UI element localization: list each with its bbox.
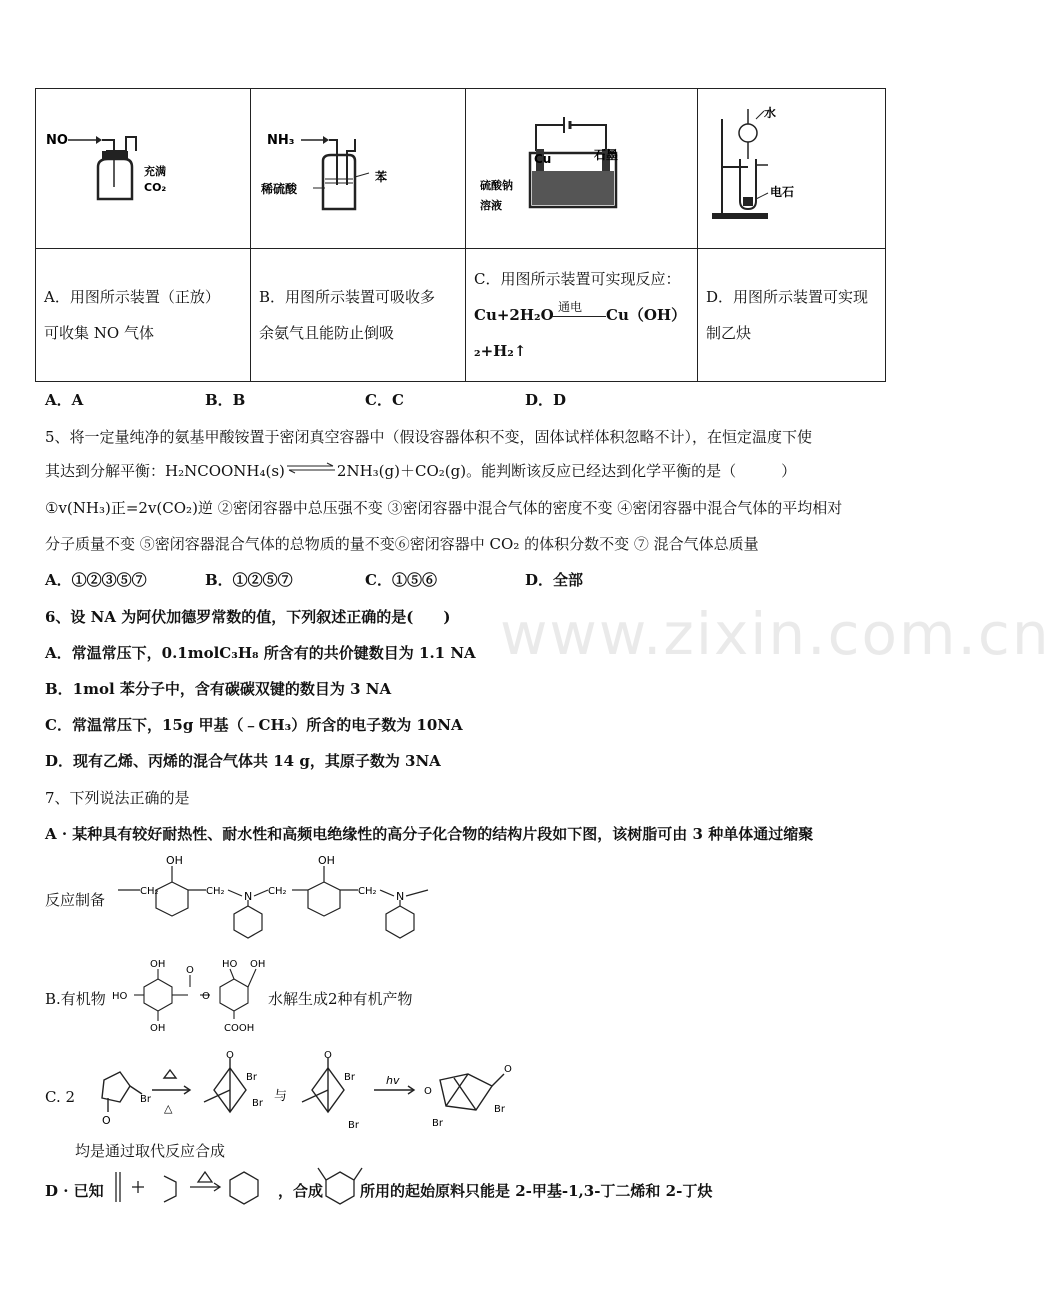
dimer2-br-2: Br [348, 1120, 359, 1131]
q6-option-b[interactable]: B．1mol 苯分子中，含有碳碳双键的数目为 3 NA [45, 680, 392, 698]
gas-collection-apparatus-figure [36, 89, 249, 244]
q6-option-c[interactable]: C．常温常压下，15g 甲基（﹣CH₃）所含的电子数为 10NA [45, 716, 463, 734]
option-d-line1: D．用图所示装置可实现 [706, 288, 869, 306]
option-c-line1: C．用图所示装置可实现反应： [474, 270, 681, 288]
oh-label-1: OH [166, 854, 183, 867]
ester-oh-top: OH [150, 959, 166, 970]
figure-b-cell [251, 89, 466, 249]
co2-label: CO₂ [144, 181, 167, 194]
ester-oh-top-right: OH [250, 959, 266, 970]
ester-carbonyl-o: O [186, 965, 194, 976]
q5-choice-b[interactable]: B．①②⑤⑦ [205, 571, 293, 589]
q7-option-d-text: 所用的起始原料只能是 2-甲基-1,3-丁二烯和 2-丁炔 [360, 1182, 713, 1200]
dimer-br-1: Br [246, 1072, 257, 1083]
q7-option-d-prefix[interactable]: D · 已知 [45, 1182, 104, 1200]
q5-line3: ①v(NH₃)正=2v(CO₂)逆 ②密闭容器中总压强不变 ③密闭容器中混合气体的密度不变 ④密闭容器中混合气体的平均相对 [45, 499, 843, 517]
dimer-o: O [226, 1050, 234, 1061]
dimer-br-2: Br [252, 1098, 263, 1109]
ester-cooh: COOH [224, 1023, 255, 1034]
q7-stem: 7、下列说法正确的是 [45, 789, 190, 807]
figure-d-cell [698, 89, 886, 249]
option-b-line1: B．用图所示装置可吸收多 [259, 288, 436, 306]
electrolysis-cell-figure [466, 89, 696, 244]
q5-line2 [45, 460, 796, 481]
watermark: www.zixin.com.cn [500, 600, 1051, 668]
ch2-label-3: CH₂ [268, 886, 287, 897]
q7-option-b-prefix[interactable]: B.有机物 [45, 990, 106, 1008]
solution-label-2: 溶液 [480, 199, 502, 212]
q4-choice-a[interactable]: A．A [45, 391, 84, 409]
cage-o: O [424, 1086, 432, 1097]
q6-stem: 6、设 NA 为阿伏加德罗常数的值，下列叙述正确的是( ) [45, 608, 451, 626]
q4-choice-b[interactable]: B．B [205, 391, 246, 409]
condition-label: 通电 [558, 300, 583, 314]
dimer2-br-1: Br [344, 1072, 355, 1083]
q5-choice-a[interactable]: A．①②③⑤⑦ [45, 571, 147, 589]
q4-choice-d[interactable]: D．D [525, 391, 567, 409]
option-a-line1: A．用图所示装置（正放） [44, 288, 220, 306]
reaction-arrow [552, 316, 606, 317]
q5-choice-c[interactable]: C．①⑤⑥ [365, 571, 437, 589]
q7-option-a-line2: 反应制备 [45, 891, 106, 909]
q7-option-b-text: 水解生成2种有机产物 [268, 990, 413, 1008]
oh-label-2: OH [318, 854, 335, 867]
option-a-line2: 可收集 NO 气体 [44, 324, 154, 342]
q7-option-c-text: 均是通过取代反应合成 [75, 1142, 226, 1160]
figure-c-cell [466, 89, 698, 249]
ester-ho-top: HO [222, 959, 238, 970]
question-4-table [35, 88, 886, 382]
cage-br-1: Br [494, 1104, 505, 1115]
water-label: 水 [764, 106, 777, 120]
copper-electrode-label: Cu [534, 152, 552, 166]
ammonia-label: NH₃ [267, 133, 295, 148]
option-c-line3: ₂+H₂↑ [474, 342, 527, 360]
cage-o-2: O [504, 1064, 512, 1075]
q4-choice-c[interactable]: C．C [365, 391, 404, 409]
ester-structure [110, 955, 270, 1035]
and-label: 与 [274, 1089, 288, 1104]
ester-bridge-o: O [202, 991, 210, 1002]
q5-line4: 分子质量不变 ⑤密闭容器混合气体的总物质的量不变⑥密闭容器中 CO₂ 的体积分数不变 ⑦ 混合气体总质量 [45, 535, 759, 553]
dimer2-o: O [324, 1050, 332, 1061]
gas-label: NO [46, 133, 68, 148]
option-d-cell [698, 249, 886, 382]
cage-br-2: Br [432, 1118, 443, 1129]
polymer-structure [110, 850, 440, 945]
benzene-label: 苯 [375, 170, 388, 184]
acetylene-generator-figure [698, 89, 884, 244]
ch2-label-4: CH₂ [358, 886, 377, 897]
q5-line2-product: 2NH₃(g)＋CO₂(g)。能判断该反应已经达到化学平衡的是（ ） [336, 462, 797, 480]
ch2-label-2: CH₂ [206, 886, 225, 897]
n-label-1: N [244, 890, 253, 903]
q5-line2-reactant: 其达到分解平衡：H₂NCOONH₄(s) [45, 462, 285, 480]
equilibrium-arrow [285, 459, 337, 477]
light-label: hv [386, 1074, 400, 1087]
option-c-cell [466, 249, 698, 382]
n-label-2: N [396, 890, 405, 903]
reactant-br: Br [140, 1094, 151, 1105]
graphite-label: 石墨 [594, 148, 619, 162]
option-d-line2: 制乙炔 [706, 324, 752, 342]
q6-option-a[interactable]: A．常温常压下，0.1molC₃H₈ 所含有的共价键数目为 1.1 NA [45, 644, 476, 662]
q7-option-d-mid: ，合成 [278, 1182, 324, 1200]
fill-label: 充满 [144, 165, 166, 178]
q7-option-c-prefix[interactable]: C. 2 [45, 1088, 76, 1106]
option-b-line2: 余氨气且能防止倒吸 [259, 324, 395, 342]
equation-left: Cu+2H₂O [474, 306, 554, 324]
ester-ho-left: HO [112, 991, 128, 1002]
q6-option-d[interactable]: D．现有乙烯、丙烯的混合气体共 14 g，其原子数为 3NA [45, 752, 441, 770]
figure-a-cell [36, 89, 251, 249]
dilute-acid-label: 稀硫酸 [261, 182, 298, 196]
dimethylcyclohexene-structure [316, 1160, 364, 1216]
solution-label-1: 硫酸钠 [480, 179, 513, 192]
option-a-cell [36, 249, 251, 382]
reactant-o: O [102, 1114, 111, 1127]
calcium-carbide-label: 电石 [770, 185, 795, 199]
ammonia-absorption-figure [251, 89, 464, 244]
option-b-cell [251, 249, 466, 382]
diels-alder-scheme [110, 1162, 280, 1214]
q5-line1: 5、将一定量纯净的氨基甲酸铵置于密闭真空容器中（假设容器体积不变，固体试样体积忽略不计），在恒定温度下使 [45, 428, 813, 446]
equation-right: Cu（OH） [606, 306, 687, 324]
q5-choice-d[interactable]: D．全部 [525, 571, 584, 589]
q7-option-a-line1[interactable]: A · 某种具有较好耐热性、耐水性和高频电绝缘性的高分子化合物的结构片段如下图，该树脂可由 3 种单体通过缩聚 [45, 825, 814, 843]
ester-oh-bottom: OH [150, 1023, 166, 1034]
ch2-label-1: CH₂ [140, 886, 159, 897]
reaction-scheme [84, 1050, 524, 1140]
option-c-equation [474, 297, 689, 333]
heat-label: △ [164, 1102, 173, 1115]
